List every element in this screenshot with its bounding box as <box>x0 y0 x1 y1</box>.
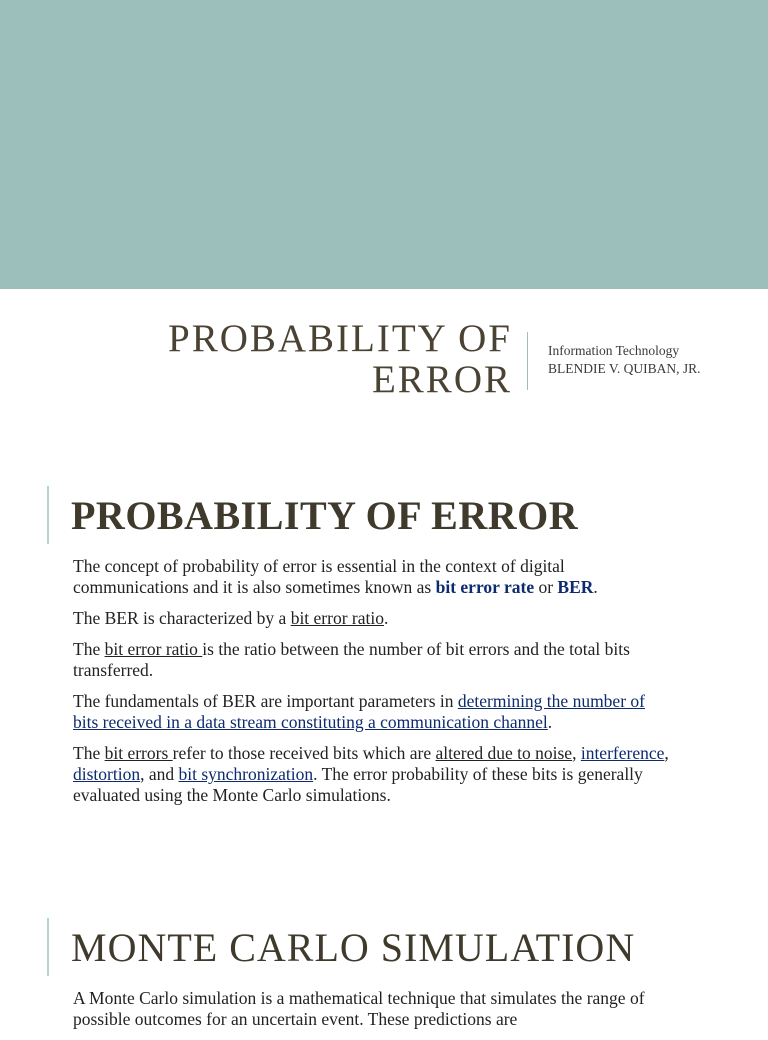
cover-color-band <box>0 0 768 289</box>
link-interference[interactable]: interference <box>580 743 665 763</box>
paragraph-ber-characterized <box>73 608 673 629</box>
section-accent-bar <box>47 918 49 976</box>
text-run: , and <box>140 764 179 784</box>
paragraph-monte-carlo-intro: A Monte Carlo simulation is a mathematical technique that simulates the range of possible outcomes for an uncertain event. These predictions are <box>73 988 645 1029</box>
subject-label: Information Technology <box>548 343 680 358</box>
link-bit-synchronization[interactable]: bit synchronization <box>178 764 314 784</box>
underlined-bit-error-ratio: bit error ratio <box>104 639 203 659</box>
subtitle-block <box>548 342 701 378</box>
link-determining-bits-received[interactable]: determining the number of bits received in a data stream constituting a communication channel <box>73 691 645 732</box>
section-accent-bar <box>47 486 49 544</box>
text-run: The BER is characterized by a <box>73 608 291 628</box>
term-ber: BER <box>557 577 594 597</box>
text-run: or <box>534 577 558 597</box>
document-title <box>168 318 512 400</box>
text-run: , <box>664 743 669 763</box>
text-run: . <box>593 577 598 597</box>
paragraph-bit-errors <box>73 743 673 806</box>
section-body <box>73 556 673 816</box>
title-line-2: ERROR <box>371 358 512 401</box>
paragraph-bit-error-ratio-definition <box>73 639 673 681</box>
paragraph-ber-intro <box>73 556 673 598</box>
text-run: The <box>73 743 105 763</box>
text-run: , <box>572 743 581 763</box>
title-line-1: PROBABILITY OF <box>168 317 512 360</box>
title-block <box>0 317 768 401</box>
section-body <box>73 988 673 1040</box>
text-run: . <box>383 608 389 628</box>
term-bit-error-rate: bit error rate <box>435 577 535 597</box>
author-name: BLENDIE V. QUIBAN, JR. <box>548 361 701 376</box>
text-run: . The error probability of these bits is generally evaluated using the Monte Carlo simulations. <box>73 764 643 805</box>
text-run: The concept of probability of error is essential in the context of digital communications and it is also sometimes known as <box>73 556 565 597</box>
underlined-bit-error-ratio: bit error ratio <box>290 608 384 628</box>
text-run: is the ratio between the number of bit errors and the total bits transferred. <box>73 639 630 680</box>
paragraph-ber-fundamentals <box>73 691 673 733</box>
title-divider <box>527 332 528 390</box>
text-run: The <box>73 639 105 659</box>
text-run: . <box>547 712 553 732</box>
text-run: refer to those received bits which are <box>172 743 436 763</box>
underlined-bit-errors: bit errors <box>104 743 173 763</box>
text-run: The fundamentals of BER are important parameters in <box>73 691 458 711</box>
link-distortion[interactable]: distortion <box>73 764 141 784</box>
section-heading: MONTE CARLO SIMULATION <box>71 925 636 970</box>
underlined-altered-due-to-noise: altered due to noise <box>435 743 573 763</box>
section-heading: PROBABILITY OF ERROR <box>71 493 579 538</box>
